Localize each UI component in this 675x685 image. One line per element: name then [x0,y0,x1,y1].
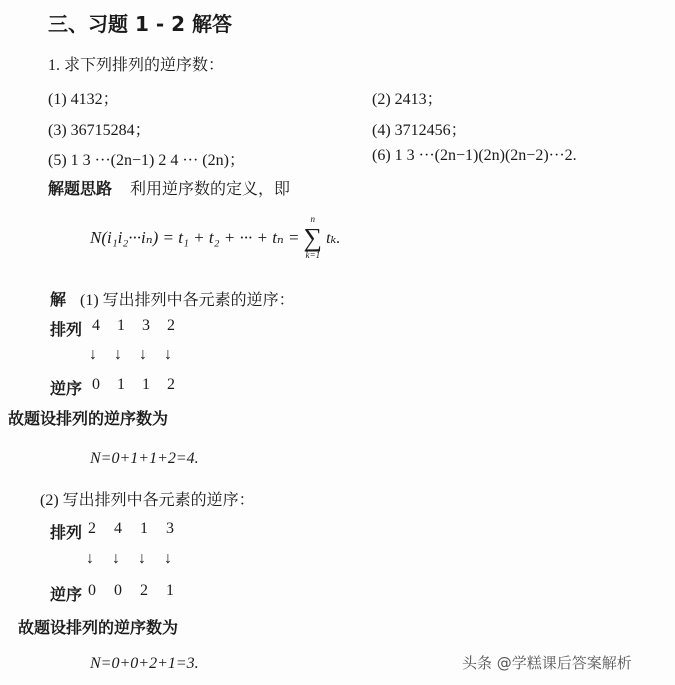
arrow-down-icon: ↓ [114,346,122,363]
arrow-down-icon: ↓ [86,550,94,567]
inv-value: 2 [140,582,148,599]
item-2: (2) 2413； [372,91,443,108]
part2-result: N=0+0+2+1=3. [90,655,199,672]
part2-heading: (2) 写出排列中各元素的逆序： [40,492,255,509]
perm-value: 2 [88,520,96,537]
arrow-down-icon: ↓ [89,346,97,363]
inv-value: 0 [114,582,122,599]
part1-result: N=0+1+1+2=4. [90,450,199,467]
perm-value: 4 [92,317,100,334]
part1-heading: (1) 写出排列中各元素的逆序： [80,292,295,309]
item-5: (5) 1 3 ···(2n−1) 2 4 ··· (2n)； [48,152,245,169]
item-4: (4) 3712456； [372,122,467,139]
perm-value: 3 [166,520,174,537]
arrow-down-icon: ↓ [112,550,120,567]
part1-inv-label: 逆序 [50,379,83,398]
arrow-down-icon: ↓ [138,550,146,567]
question: 1. 求下列排列的逆序数： [48,57,225,74]
inv-value: 0 [92,376,100,393]
arrow-down-icon: ↓ [139,346,147,363]
hint-text: 利用逆序数的定义，即 [130,181,291,198]
hint-label: 解题思路 [48,179,113,198]
part1-perm-label: 排列 [50,320,83,339]
formula [90,215,340,261]
inv-value: 1 [117,376,125,393]
formula-sum: ∑ [303,222,323,252]
perm-value: 4 [114,520,122,537]
perm-value: 1 [140,520,148,537]
formula-term: tₖ. [326,229,341,247]
arrow-down-icon: ↓ [164,346,172,363]
formula-lhs: N(i₁i₂···iₙ) = t₁ + t₂ + ··· + tₙ = [90,227,300,247]
part2-conclusion: 故题设排列的逆序数为 [18,618,179,637]
arrow-down-icon: ↓ [164,550,172,567]
watermark: 头条 @学糕课后答案解析 [462,654,632,672]
section-title: 三、习题 1 - 2 解答 [48,12,232,36]
inv-value: 2 [167,376,175,393]
formula-upper: n [310,214,316,224]
perm-value: 1 [117,317,125,334]
part2-inv-label: 逆序 [50,585,83,604]
solution-label: 解 [50,290,67,309]
part1-conclusion: 故题设排列的逆序数为 [8,409,169,428]
inv-value: 1 [142,376,150,393]
part2-perm-label: 排列 [50,523,83,542]
inv-value: 0 [88,582,96,599]
formula-sum-block [304,215,323,261]
perm-value: 2 [167,317,175,334]
item-3: (3) 36715284； [48,122,151,139]
item-1: (1) 4132； [48,91,119,108]
perm-value: 3 [142,317,150,334]
inv-value: 1 [166,582,174,599]
item-6: (6) 1 3 ···(2n−1)(2n)(2n−2)···2. [372,147,577,164]
formula-lower: k=1 [305,249,321,260]
